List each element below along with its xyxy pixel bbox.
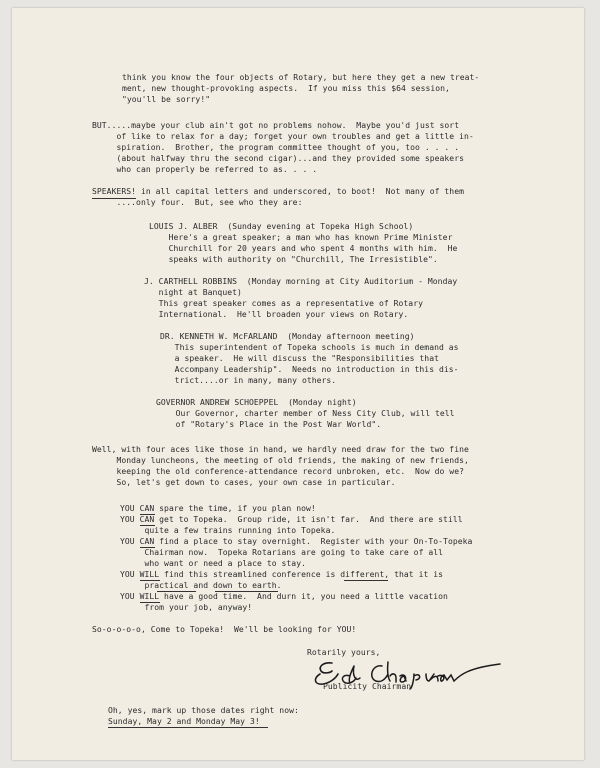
speaker-robbins-line: night at Banquet) xyxy=(144,288,242,297)
speaker-robbins-line: J. CARTHELL ROBBINS (Monday morning at City Auditorium - Monday xyxy=(144,277,458,286)
you-list-line: YOU CAN spare the time, if you plan now! xyxy=(120,504,316,513)
postscript-line: Sunday, May 2 and Monday May 3! xyxy=(108,717,260,726)
you-list-line: quite a few trains running into Topeka. xyxy=(120,526,336,535)
speaker-mcfarland-line: Accompany Leadership". Needs no introduction in this dis- xyxy=(160,365,459,374)
you-list-line: YOU CAN get to Topeka. Group ride, it isn't far. And there are still xyxy=(120,515,463,524)
intro-line: "you'll be sorry!" xyxy=(122,95,211,104)
speaker-schoeppel-line: GOVERNOR ANDREW SCHOEPPEL (Monday night) xyxy=(156,398,357,407)
you-list-line: Chairman now. Topeka Rotarians are going to take care of all xyxy=(120,548,444,557)
speaker-robbins-line: This great speaker comes as a representative of Rotary xyxy=(144,299,423,308)
you-list-line: YOU WILL have a good time. And durn it, you need a little vacation xyxy=(120,592,448,601)
postscript-line: Oh, yes, mark up those dates right now: xyxy=(108,706,299,715)
but-paragraph-line: spiration. Brother, the program committee thought of you, too . . . . xyxy=(92,143,460,152)
speaker-alber-line: Churchill for 20 years and who spent 4 months with him. He xyxy=(149,244,458,253)
speaker-robbins-line: International. He'll broaden your views on Rotary. xyxy=(144,310,409,319)
speaker-alber-line: Here's a great speaker; a man who has known Prime Minister xyxy=(149,233,453,242)
but-paragraph-line: (about halfway thru the second cigar)...and they provided some speakers xyxy=(92,154,464,163)
speaker-alber-line: LOUIS J. ALBER (Sunday evening at Topeka High School) xyxy=(149,222,414,231)
speakers-paragraph-line: ....only four. But, see who they are: xyxy=(92,198,303,207)
speaker-schoeppel-line: Our Governor, charter member of Ness City Club, will tell xyxy=(156,409,455,418)
you-list-line: practical and down to earth. xyxy=(120,581,282,590)
speaker-alber-line: speaks with authority on "Churchill, The Irresistible". xyxy=(149,255,438,264)
but-paragraph-line: of like to relax for a day; forget your own troubles and get a little in- xyxy=(92,132,474,141)
but-paragraph-line: who can properly be referred to as. . . . xyxy=(92,165,318,174)
you-list-line: who want or need a place to stay. xyxy=(120,559,306,568)
intro-line: think you know the four objects of Rotary, but here they get a new treat- xyxy=(122,73,480,82)
but-paragraph-line: BUT.....maybe your club ain't got no problems nohow. Maybe you'd just sort xyxy=(92,121,460,130)
postscript-dates-underline xyxy=(108,727,268,728)
well-paragraph-line: keeping the old conference-attendance record unbroken, etc. Now do we? xyxy=(92,467,464,476)
letter-page xyxy=(12,8,584,760)
well-paragraph-line: So, let's get down to cases, your own case in particular. xyxy=(92,478,396,487)
speaker-mcfarland-line: This superintendent of Topeka schools is much in demand as xyxy=(160,343,459,352)
you-list-line: from your job, anyway! xyxy=(120,603,253,612)
you-list-line: YOU CAN find a place to stay overnight. Register with your On-To-Topeka xyxy=(120,537,473,546)
well-paragraph-line: Well, with four aces like those in hand, we hardly need draw for the two fine xyxy=(92,445,469,454)
intro-line: ment, new thought-provoking aspects. If you miss this $64 session, xyxy=(122,84,450,93)
valediction: Rotarily yours, xyxy=(307,648,381,657)
speaker-schoeppel-line: of "Rotary's Place in the Post War World". xyxy=(156,420,382,429)
speaker-mcfarland-line: a speaker. He will discuss the "Responsibilities that xyxy=(160,354,439,363)
signer-title: Publicity Chairman xyxy=(323,682,412,691)
well-paragraph-line: Monday luncheons, the meeting of old friends, the making of new friends, xyxy=(92,456,469,465)
different-underline xyxy=(344,580,388,581)
you-list-line: YOU WILL find this streamlined conference is different, that it is xyxy=(120,570,444,579)
speaker-mcfarland-line: trict....or in many, many others. xyxy=(160,376,337,385)
speakers-paragraph-line: SPEAKERS! in all capital letters and underscored, to boot! Not many of them xyxy=(92,187,464,196)
speaker-mcfarland-line: DR. KENNETH W. McFARLAND (Monday afternoon meeting) xyxy=(160,332,415,341)
closing-line: So-o-o-o-o, Come to Topeka! We'll be looking for YOU! xyxy=(92,625,357,634)
